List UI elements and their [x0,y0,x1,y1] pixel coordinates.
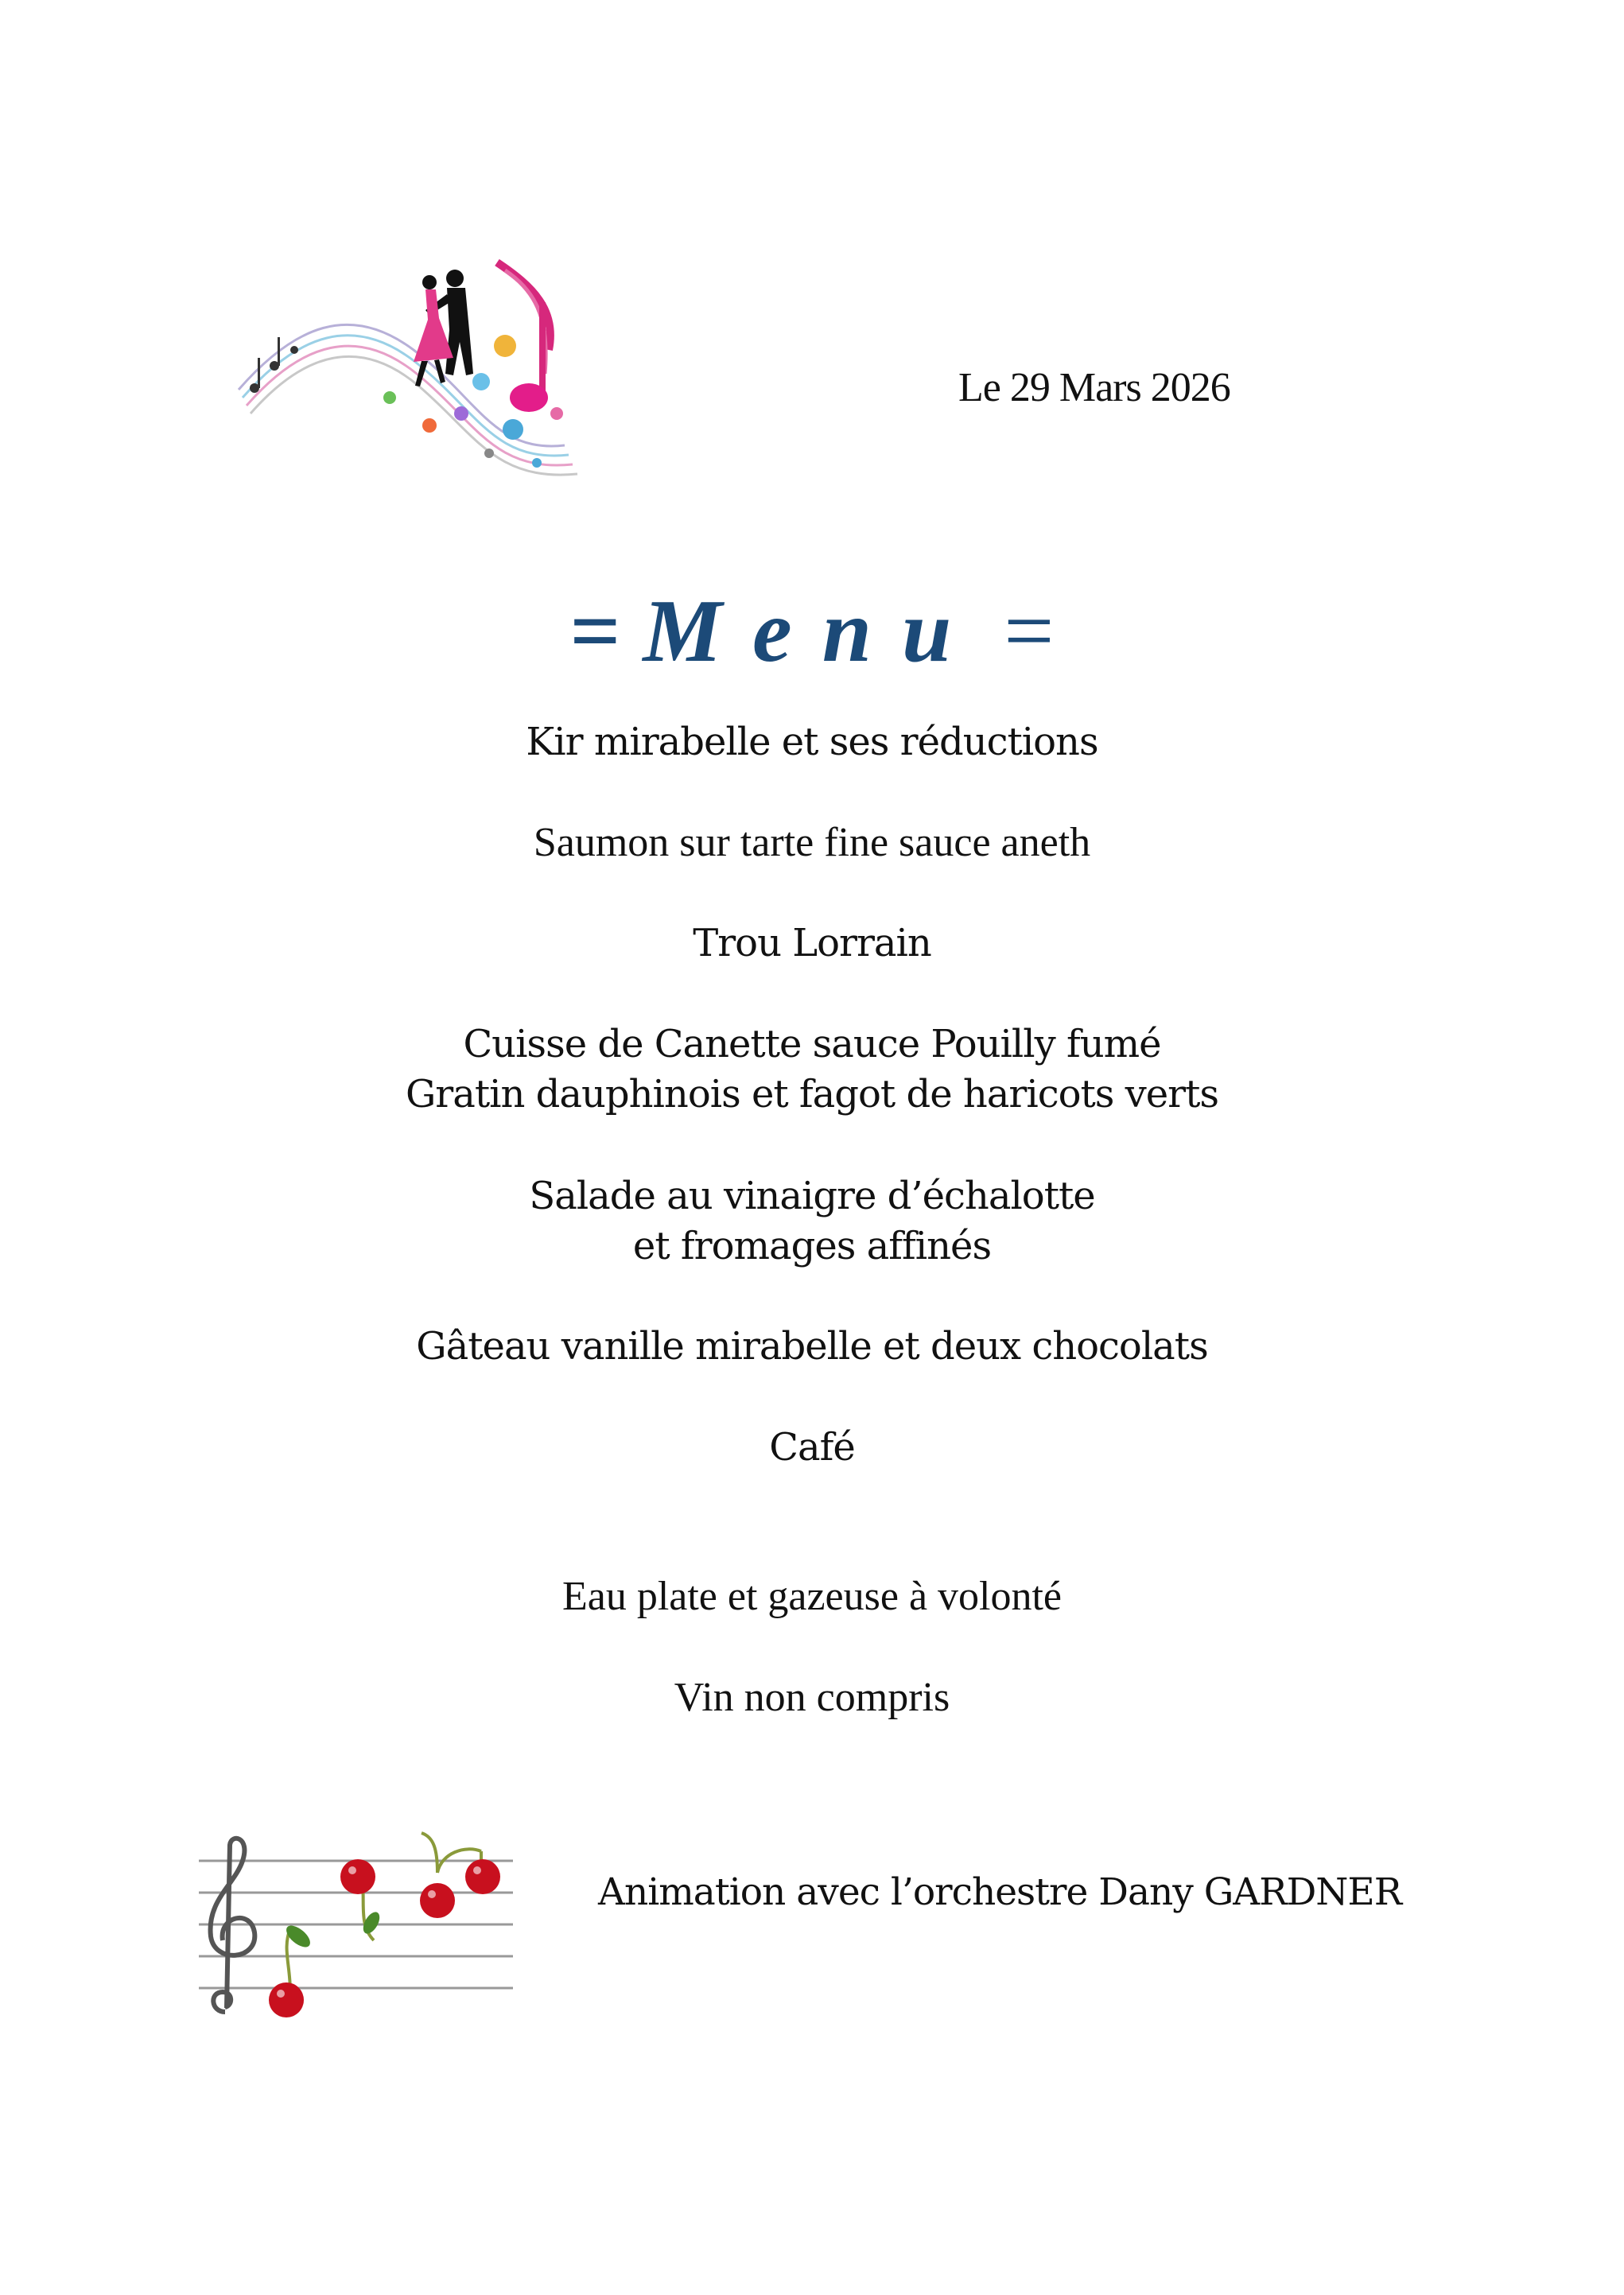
menu-item-cheese: et fromages affinés [632,1224,992,1268]
animation-note: Animation avec l’orchestre Dany GARDNER [598,1870,1402,1914]
menu-item-dessert: Gâteau vanille mirabelle et deux chocolats [416,1324,1208,1369]
title-lead: = [569,582,643,681]
menu-item-wine: Vin non compris [674,1675,950,1720]
menu-item-coffee: Café [769,1425,855,1470]
menu-title [0,581,1624,683]
menu-item-main: Cuisse de Canette sauce Pouilly fumé [463,1022,1161,1066]
menu-item-salad: Salade au vinaigre d’échalotte [529,1174,1095,1218]
menu-item-trou: Trou Lorrain [693,921,931,965]
title-word: Menu [643,582,982,681]
dancers-music-notes-icon [231,254,628,485]
menu-item-side: Gratin dauphinois et fagot de haricots verts [405,1072,1219,1116]
cherry-music-staff-icon [195,1829,517,2020]
menu-item-aperitif: Kir mirabelle et ses réductions [526,720,1098,764]
event-date: Le 29 Mars 2026 [958,365,1230,410]
title-trail: = [981,582,1055,681]
menu-item-starter: Saumon sur tarte fine sauce aneth [533,820,1091,865]
menu-item-water: Eau plate et gazeuse à volonté [561,1574,1063,1619]
